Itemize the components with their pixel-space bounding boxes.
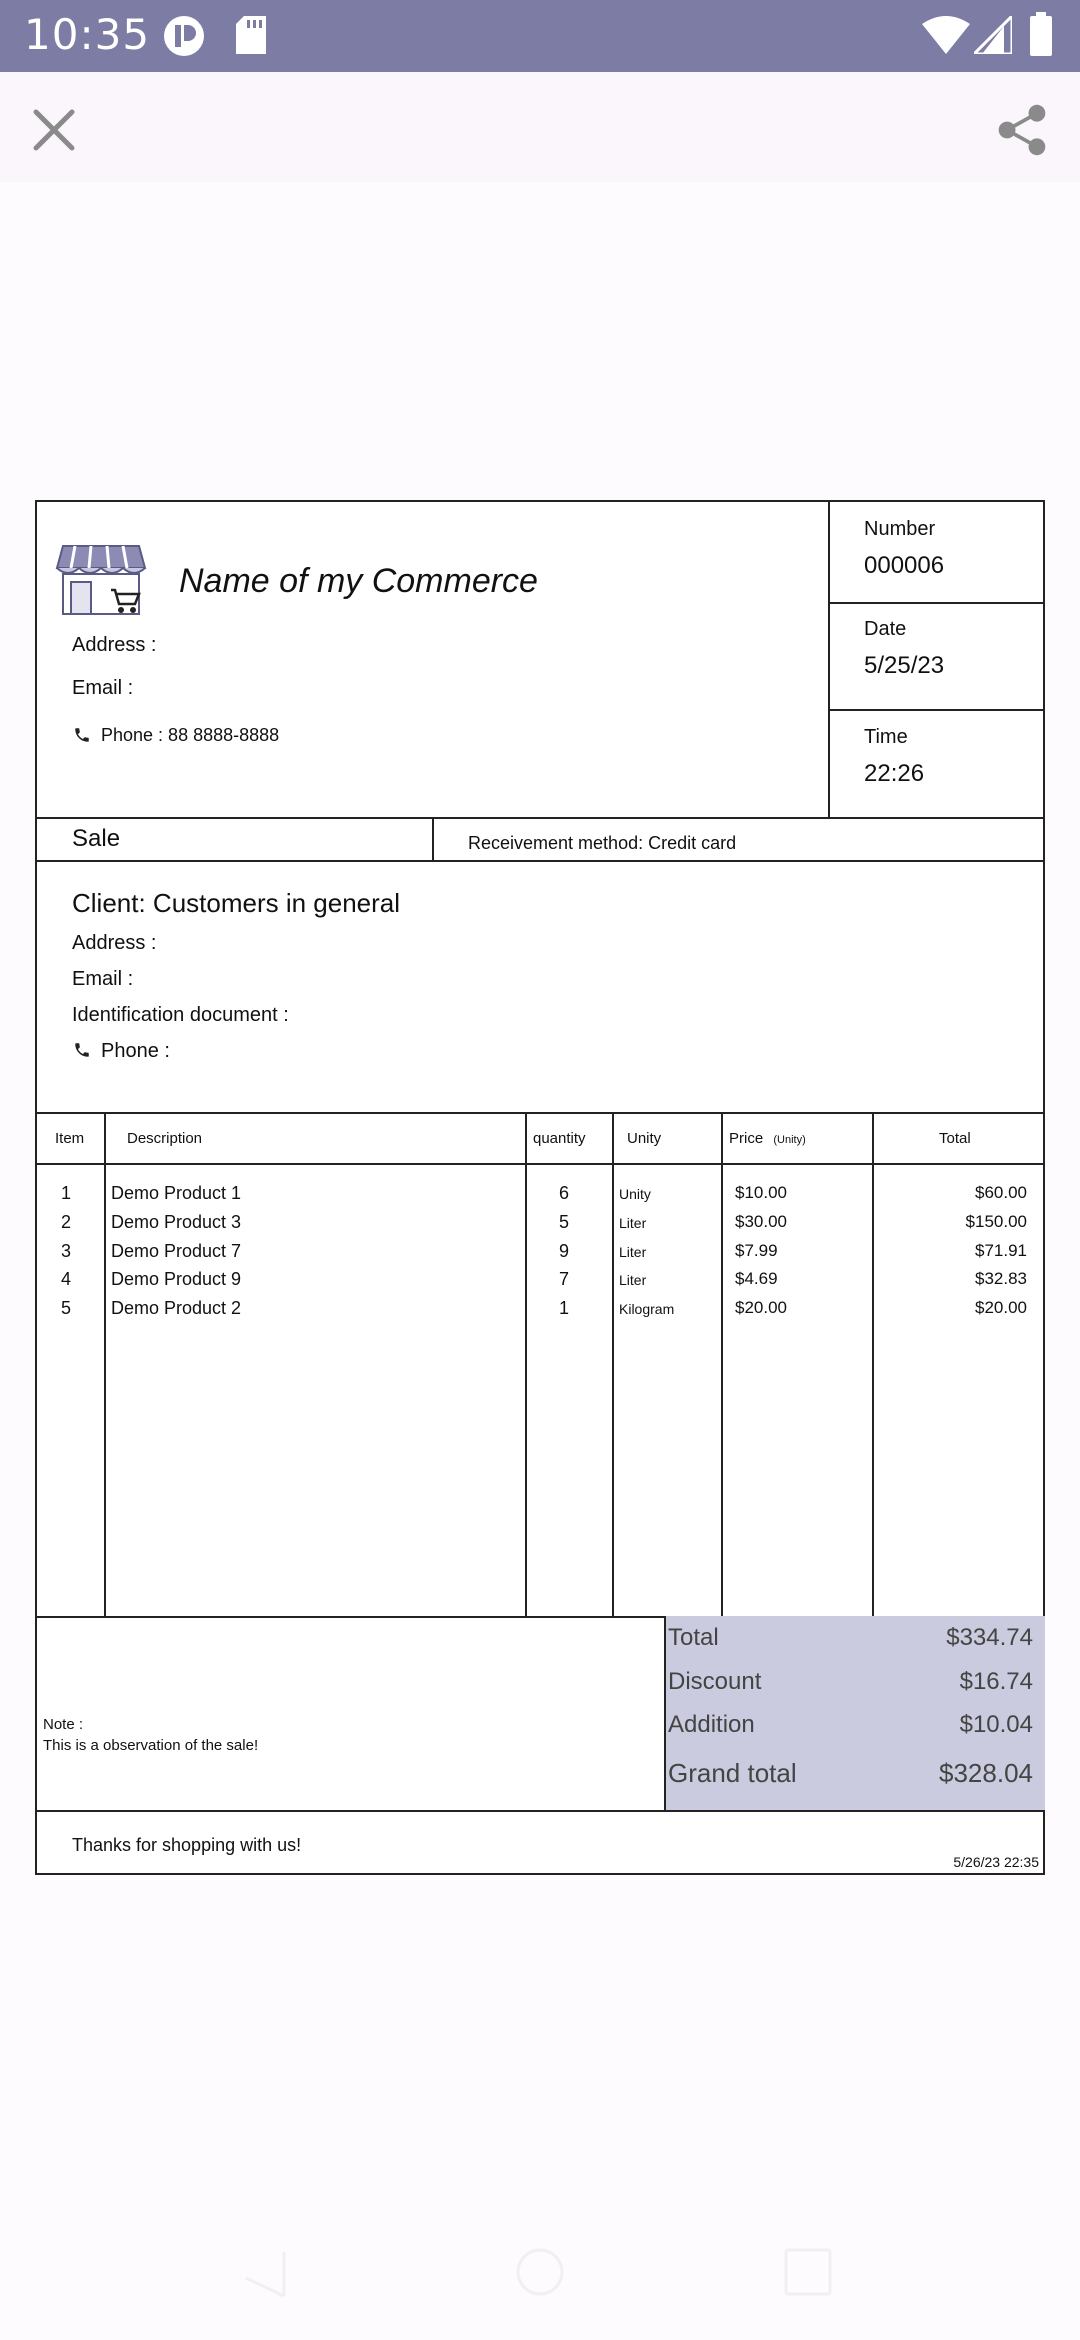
row-unity: Liter [619,1244,647,1260]
price-header-sub: (Unity) [773,1134,806,1146]
col-unity-header: Unity [627,1130,662,1147]
receipt-document [35,500,1045,1875]
discount-label: Discount [668,1668,762,1695]
row-total: $32.83 [975,1269,1027,1288]
row-item: 1 [61,1183,72,1203]
col-description-header: Description [127,1130,203,1147]
commerce-phone: Phone : 88 8888-8888 [101,725,280,745]
status-time: 10:35 [24,10,151,59]
recents-nav-icon[interactable] [782,2246,834,2298]
date-label: Date [864,618,907,640]
share-icon[interactable] [994,102,1050,158]
store-logo-icon [55,538,151,620]
col-total-header: Total [939,1130,971,1147]
client-title: Client: Customers in general [72,888,401,918]
row-price: $10.00 [735,1183,787,1202]
row-item: 5 [61,1298,72,1318]
number-value: 000006 [864,552,945,579]
row-quantity: 6 [559,1183,570,1203]
commerce-address-label: Address : [72,634,157,656]
back-nav-icon[interactable] [240,2248,290,2300]
col-quantity-header: quantity [533,1130,586,1147]
row-price: $7.99 [735,1241,778,1260]
commerce-email-label: Email : [72,677,134,699]
phone-icon [73,726,91,744]
row-price: $4.69 [735,1269,778,1288]
wifi-icon [922,16,970,54]
printed-timestamp: 5/26/23 22:35 [953,1854,1039,1870]
row-unity: Liter [619,1272,647,1288]
row-quantity: 1 [559,1298,570,1318]
row-unity: Liter [619,1215,647,1231]
row-price: $30.00 [735,1212,787,1231]
row-quantity: 7 [559,1269,570,1289]
number-label: Number [864,518,936,540]
battery-icon [1028,12,1054,56]
grand-total-value: $328.04 [939,1758,1033,1788]
row-quantity: 5 [559,1212,570,1232]
client-phone-icon [73,1041,91,1059]
row-quantity: 9 [559,1241,570,1261]
home-nav-icon[interactable] [514,2246,566,2298]
close-icon[interactable] [26,102,82,158]
client-id-doc-label: Identification document : [72,1004,289,1026]
total-label: Total [668,1624,719,1651]
row-total: $60.00 [975,1183,1027,1202]
row-total: $150.00 [965,1212,1027,1231]
row-unity: Unity [619,1186,651,1202]
grand-total-label: Grand total [668,1758,797,1788]
receivement-method: Receivement method: Credit card [468,833,737,853]
time-label: Time [864,726,908,748]
row-item: 2 [61,1212,72,1232]
client-phone-label: Phone : [101,1040,170,1062]
commerce-name: Name of my Commerce [179,562,538,600]
price-header-text: Price [729,1130,764,1147]
row-description: Demo Product 2 [111,1298,242,1318]
row-item: 3 [61,1241,72,1261]
discount-value: $16.74 [959,1668,1033,1695]
time-value: 22:26 [864,760,925,787]
status-bar [0,0,1080,72]
navigation-bar [0,2220,1080,2340]
total-value: $334.74 [946,1624,1033,1651]
receipt-preview-area[interactable] [0,182,1080,2340]
row-price: $20.00 [735,1298,787,1317]
thanks-message: Thanks for shopping with us! [72,1835,302,1855]
client-address-label: Address : [72,932,157,954]
col-item-header: Item [55,1130,85,1147]
col-price-header [729,1130,806,1147]
note-label: Note : [43,1716,84,1733]
row-description: Demo Product 3 [111,1212,242,1232]
client-email-label: Email : [72,968,134,990]
addition-value: $10.04 [959,1711,1033,1738]
sale-label: Sale [72,825,121,852]
sd-card-icon [234,14,268,56]
top-toolbar [0,72,1080,182]
date-value: 5/25/23 [864,652,945,679]
row-description: Demo Product 1 [111,1183,242,1203]
row-description: Demo Product 7 [111,1241,242,1261]
note-text: This is a observation of the sale! [43,1737,259,1754]
row-total: $20.00 [975,1298,1027,1317]
app-notification-icon [162,14,206,58]
row-description: Demo Product 9 [111,1269,242,1289]
row-unity: Kilogram [619,1301,675,1317]
addition-label: Addition [668,1711,755,1738]
row-total: $71.91 [975,1241,1027,1260]
cell-signal-icon [974,16,1012,54]
row-item: 4 [61,1269,72,1289]
